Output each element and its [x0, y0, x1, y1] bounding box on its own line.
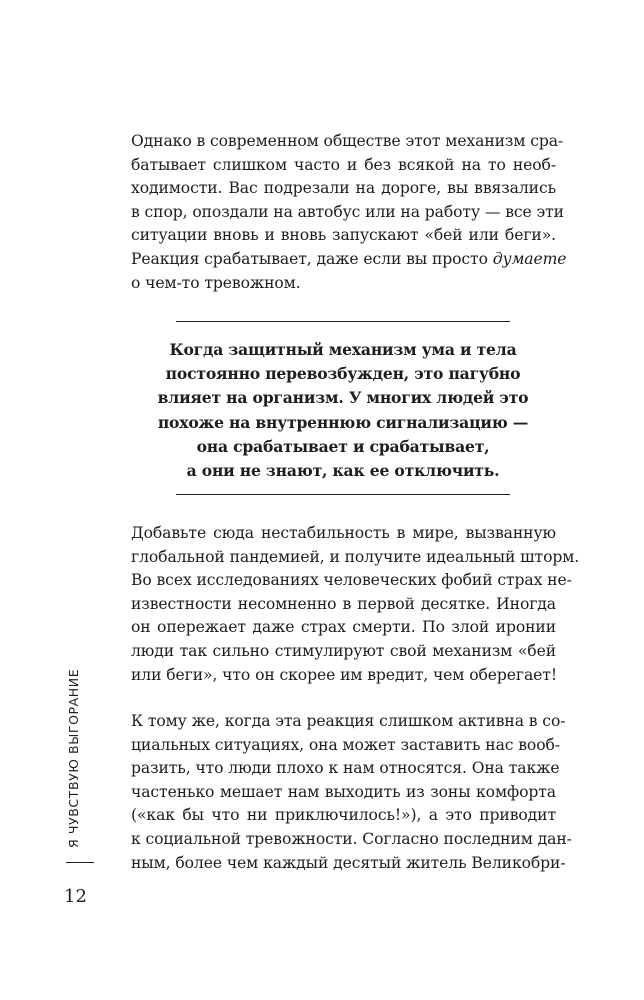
paragraph-1 — [131, 130, 567, 295]
running-head: Я ЧУВСТВУЮ ВЫГОРАНИЕ — [66, 668, 81, 848]
emphasis: думаете — [492, 249, 567, 268]
text-line: Добавьте сюда нестабильность в мире, вызванную — [131, 524, 556, 542]
text-line — [131, 248, 567, 272]
margin-rule — [66, 862, 94, 863]
text-line: он опережает даже страх смерти. По злой иронии — [131, 618, 556, 637]
quote-top-rule — [176, 321, 510, 322]
paragraph-3 — [131, 710, 572, 875]
quote-bottom-rule — [176, 494, 510, 495]
text-line: К тому же, когда эта реакция слишком активна в со- — [131, 712, 566, 730]
quote-line: влияет на организм. У многих людей это — [157, 388, 529, 408]
quote-line: похоже на внутреннюю сигнализацию — — [157, 412, 529, 432]
text-line: («как бы что ни приключилось!»), а это приводит — [131, 806, 556, 825]
pull-quote — [150, 338, 536, 483]
quote-line: она срабатывает и срабатывает, — [196, 436, 490, 456]
text-line: или беги», что он скорее им вредит, чем оберегает! — [131, 665, 557, 684]
quote-line: а они не знают, как ее отключить. — [186, 461, 500, 481]
page-number: 12 — [64, 886, 87, 907]
text-line: люди так сильно стимулируют свой механизм «бей — [131, 641, 556, 660]
text-line: в спор, опоздали на автобус или на работу — все эти — [131, 202, 564, 221]
text-line: разить, что люди плохо к нам относятся. Она также — [131, 759, 560, 778]
text-line: о чем-то тревожном. — [131, 273, 301, 292]
text-line: известности несомненно в первой десятке. Иногда — [131, 594, 556, 613]
text-line: циальных ситуациях, она может заставить нас вооб- — [131, 735, 560, 754]
text-line: к социальной тревожности. Согласно последним дан- — [131, 829, 572, 848]
text-line: Во всех исследованиях человеческих фобий страх не- — [131, 571, 572, 590]
paragraph-2 — [131, 522, 580, 687]
text-line: батывает слишком часто и без всякой на то необ- — [131, 155, 556, 174]
text-line: глобальной пандемией, и получите идеальный шторм. — [131, 547, 580, 566]
text-line: ситуации вновь и вновь запускают «бей или беги». — [131, 226, 556, 245]
text-line: частенько мешает нам выходить из зоны комфорта — [131, 782, 556, 801]
quote-line: постоянно перевозбужден, это пагубно — [165, 364, 521, 384]
text-line: ным, более чем каждый десятый житель Великобри- — [131, 853, 566, 872]
text-line: Однако в современном обществе этот механизм сра- — [131, 132, 564, 150]
quote-line: Когда защитный механизм ума и тела — [169, 340, 517, 359]
text-line: ходимости. Вас подрезали на дороге, вы ввязались — [131, 179, 556, 198]
text-fragment: Реакция срабатывает, даже если вы просто — [131, 249, 493, 268]
